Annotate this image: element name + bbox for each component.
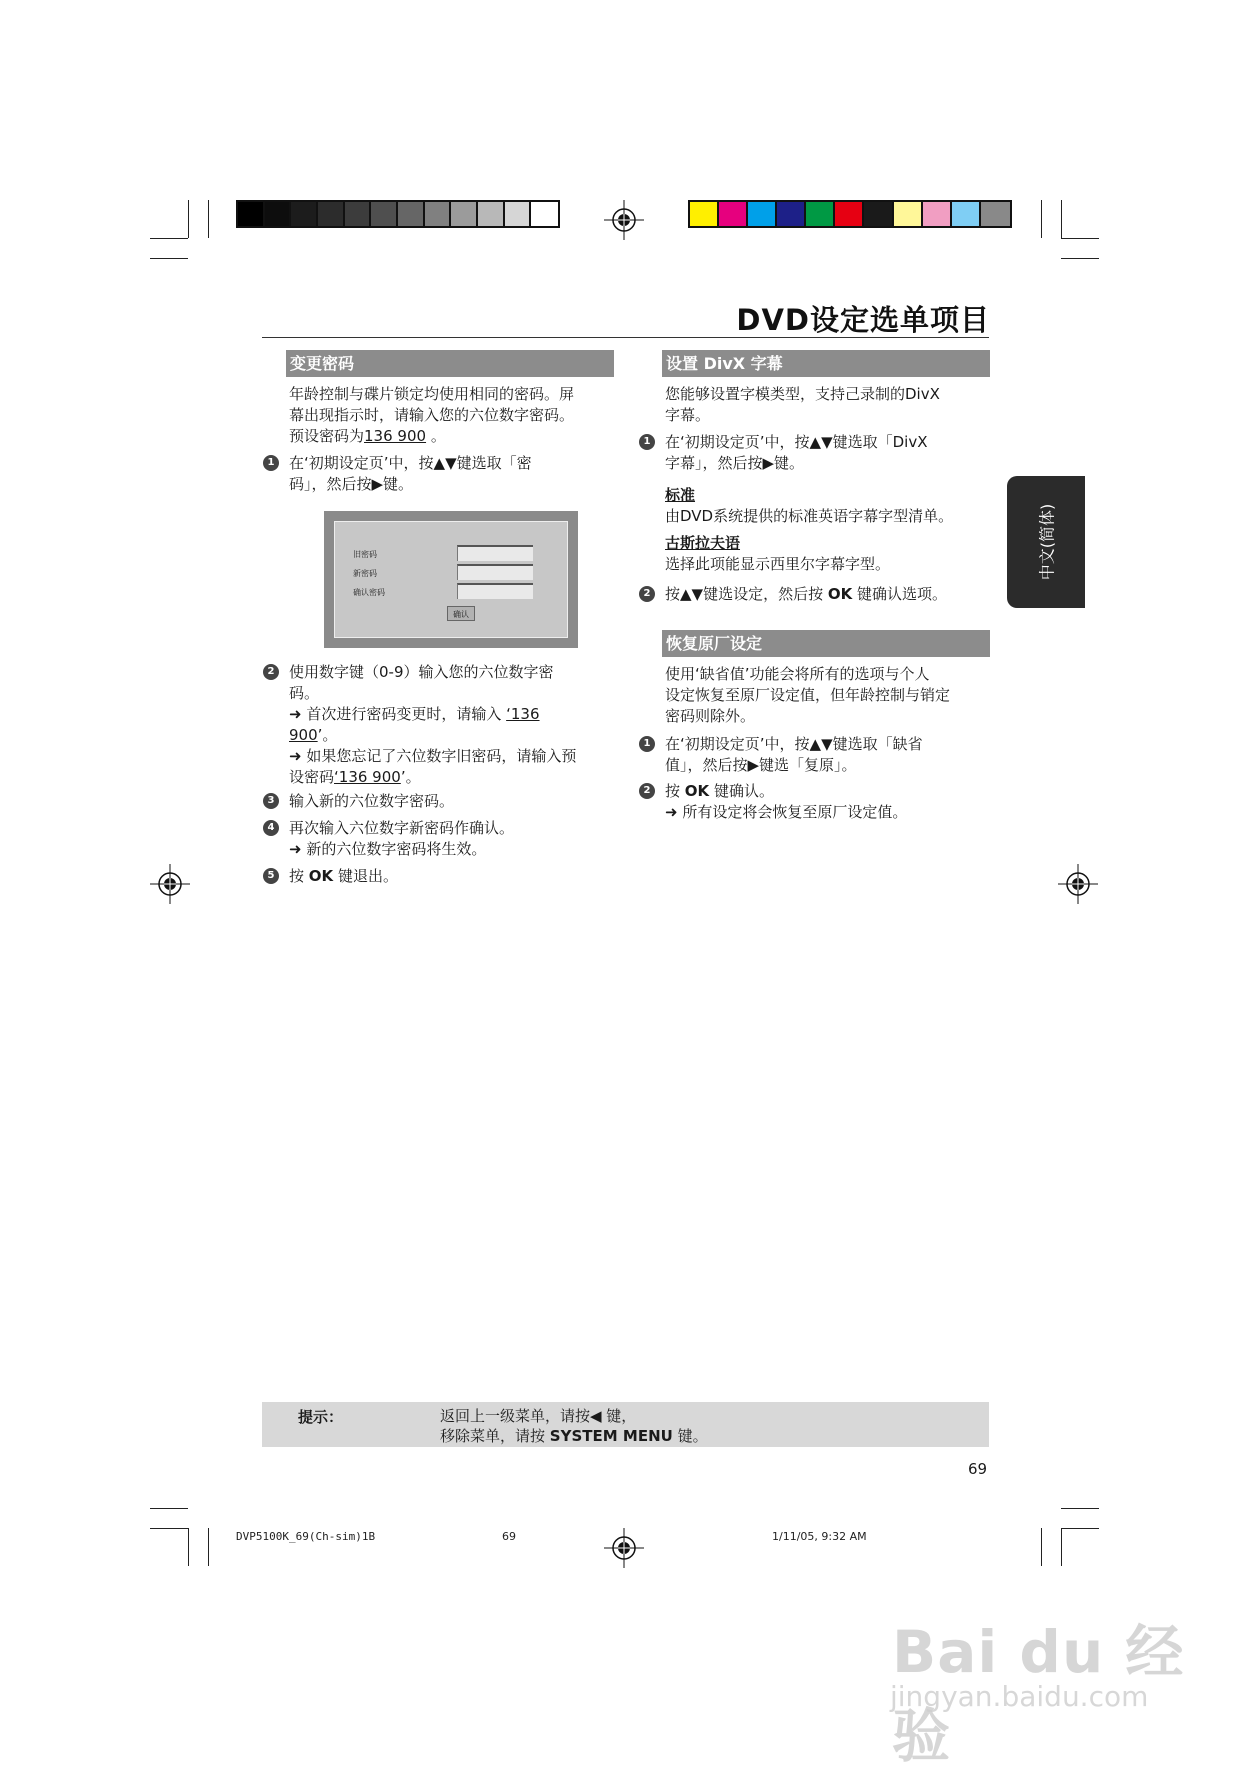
old-password-label: 旧密码 xyxy=(353,550,377,559)
step-number: 2 xyxy=(639,783,655,799)
text-line: 您能够设置字模类型，支持己录制的DivX xyxy=(665,385,940,403)
divx-intro xyxy=(665,384,940,426)
step-number: 1 xyxy=(639,736,655,752)
crop-mark xyxy=(1061,1528,1099,1529)
text-line: 码」，然后按▶键。 xyxy=(289,475,414,493)
password-screen-illustration xyxy=(324,511,578,648)
step-number: 4 xyxy=(263,820,279,836)
text-line: ➜ 所有设定将会恢复至原厂设定值。 xyxy=(665,803,908,821)
text-line xyxy=(665,781,907,802)
color-swatch xyxy=(748,202,777,226)
password-dialog xyxy=(334,521,568,638)
text-line: 幕出现指示时，请输入您的六位数字密码。 xyxy=(289,406,575,424)
text-span: 。 xyxy=(430,427,446,445)
divx-option-cyrillic xyxy=(665,533,890,575)
crop-mark xyxy=(188,200,189,238)
text-span: ’。 xyxy=(317,726,338,744)
color-swatch xyxy=(451,202,478,226)
page-number: 69 xyxy=(968,1460,988,1478)
color-swatch xyxy=(981,202,1010,226)
crop-mark xyxy=(150,238,188,239)
text-line: 字幕」，然后按▶键。 xyxy=(665,454,805,472)
crop-mark xyxy=(1041,200,1042,238)
change-password-step-2 xyxy=(289,662,576,788)
color-swatch xyxy=(923,202,952,226)
color-swatch xyxy=(894,202,923,226)
footer-date: 1/11/05, 9:32 AM xyxy=(772,1530,867,1543)
text-span: 预设密码为 xyxy=(289,427,365,445)
tip-label: 提示： xyxy=(298,1408,344,1426)
language-tab xyxy=(1007,476,1085,608)
color-swatch xyxy=(864,202,893,226)
color-swatch xyxy=(291,202,318,226)
crop-mark xyxy=(1061,1528,1062,1566)
text-line: 密码则除外。 xyxy=(665,707,756,725)
text-line xyxy=(289,725,576,746)
tip-box xyxy=(262,1402,989,1447)
password-value: ‘136 xyxy=(506,705,540,723)
color-swatch xyxy=(777,202,806,226)
section-heading-factory-reset: 恢复原厂设定 xyxy=(662,630,990,657)
text-line xyxy=(289,704,576,725)
grayscale-bar xyxy=(236,200,560,228)
section-heading-change-password: 变更密码 xyxy=(286,350,614,377)
change-password-step-1 xyxy=(289,453,532,495)
crop-mark xyxy=(208,1528,209,1566)
text-span: 键确认选项。 xyxy=(857,585,948,603)
reset-intro xyxy=(665,664,950,727)
step-number: 1 xyxy=(639,434,655,450)
reset-step-1 xyxy=(665,734,923,776)
text-line: ➜ 如果您忘记了六位数字旧密码，请输入预 xyxy=(289,747,577,765)
confirm-button: 确认 xyxy=(447,606,475,621)
password-value: ‘136 900 xyxy=(334,768,401,786)
text-line: 在‘初期设定页’中，按▲▼键选取「缺省 xyxy=(665,735,923,753)
text-line: 在‘初期设定页’中，按▲▼键选取「密 xyxy=(289,454,532,472)
divx-option-standard xyxy=(665,485,953,527)
step-number: 5 xyxy=(263,868,279,884)
text-line: 使用数字键（0-9）输入您的六位数字密 xyxy=(289,663,554,681)
crop-mark xyxy=(208,200,209,238)
option-description: 选择此项能显示西里尔字幕字型。 xyxy=(665,555,891,573)
registration-mark-icon xyxy=(1058,864,1098,904)
watermark-logo: Bai du 经验 xyxy=(892,1618,1185,1770)
text-span: ’。 xyxy=(400,768,421,786)
page-title: DVD设定选单项目 xyxy=(736,303,990,337)
footer-filename: DVP5100K_69(Ch-sim)1B xyxy=(236,1530,376,1543)
tip-line: 返回上一级菜单，请按◀ 键， xyxy=(440,1407,637,1425)
option-description: 由DVD系统提供的标准英语字幕字型清单。 xyxy=(665,507,954,525)
new-password-field xyxy=(457,564,533,580)
ok-key: OK xyxy=(308,867,334,885)
text-span: ➜ 首次进行密码变更时，请输入 xyxy=(289,705,502,723)
text-span: 按 xyxy=(289,867,305,885)
color-swatch xyxy=(505,202,532,226)
reset-step-2 xyxy=(665,781,907,823)
option-title: 古斯拉夫语 xyxy=(665,534,741,552)
change-password-step-5 xyxy=(289,866,398,887)
color-swatch xyxy=(690,202,719,226)
text-line xyxy=(289,426,574,447)
text-line: ➜ 新的六位数字密码将生效。 xyxy=(289,840,487,858)
crop-mark xyxy=(150,258,188,259)
tip-line xyxy=(440,1425,708,1446)
option-title: 标准 xyxy=(665,486,696,504)
crop-mark xyxy=(150,1528,188,1529)
divx-step-1 xyxy=(665,432,927,474)
old-password-field xyxy=(457,545,533,561)
text-line: 设定恢复至原厂设定值，但年龄控制与销定 xyxy=(665,686,951,704)
crop-mark xyxy=(150,1508,188,1509)
registration-mark-icon xyxy=(604,200,644,240)
language-tab-label: 中文(简体) xyxy=(1037,503,1057,581)
step-number: 2 xyxy=(263,664,279,680)
confirm-password-field xyxy=(457,583,533,599)
color-swatch xyxy=(425,202,452,226)
crop-mark xyxy=(1061,200,1062,238)
title-rule xyxy=(262,337,989,338)
step-number: 3 xyxy=(263,793,279,809)
change-password-step-3: 输入新的六位数字密码。 xyxy=(289,792,455,810)
text-line xyxy=(289,767,576,788)
color-swatch xyxy=(835,202,864,226)
color-swatch xyxy=(806,202,835,226)
color-swatch xyxy=(265,202,292,226)
text-span: 键。 xyxy=(677,1427,708,1445)
section-heading-divx-subtitle: 设置 DivX 字幕 xyxy=(662,350,990,377)
text-line: 使用‘缺省值’功能会将所有的选项与个人 xyxy=(665,665,930,683)
text-line: 年龄控制与碟片锁定均使用相同的密码。屏 xyxy=(289,385,575,403)
crop-mark xyxy=(188,1528,189,1566)
change-password-intro xyxy=(289,384,574,447)
divx-step-2 xyxy=(665,584,947,605)
color-swatch xyxy=(531,202,558,226)
system-menu-key: SYSTEM MENU xyxy=(549,1427,673,1445)
registration-mark-icon xyxy=(150,864,190,904)
text-span: 键退出。 xyxy=(337,867,398,885)
color-swatch xyxy=(719,202,748,226)
text-line: 再次输入六位数字新密码作确认。 xyxy=(289,819,515,837)
color-swatch xyxy=(345,202,372,226)
text-span: 按 xyxy=(665,782,681,800)
color-bar xyxy=(688,200,1012,228)
watermark-url: jingyan.baidu.com xyxy=(890,1680,1149,1713)
crop-mark xyxy=(1061,1508,1099,1509)
crop-mark xyxy=(1061,258,1099,259)
change-password-step-4 xyxy=(289,818,514,860)
text-line: 在‘初期设定页’中，按▲▼键选取「DivX xyxy=(665,433,928,451)
ok-key: OK xyxy=(684,782,710,800)
default-password: 136 900 xyxy=(364,427,427,445)
new-password-label: 新密码 xyxy=(353,569,377,578)
text-span: 设密码 xyxy=(289,768,335,786)
step-number: 2 xyxy=(639,586,655,602)
text-line: 字幕。 xyxy=(665,406,711,424)
password-value: 900 xyxy=(289,726,318,744)
text-line: 码。 xyxy=(289,684,320,702)
color-swatch xyxy=(398,202,425,226)
footer-page: 69 xyxy=(502,1530,516,1543)
color-swatch xyxy=(952,202,981,226)
color-swatch xyxy=(318,202,345,226)
text-span: 键确认。 xyxy=(713,782,774,800)
step-number: 1 xyxy=(263,455,279,471)
ok-key: OK xyxy=(827,585,853,603)
confirm-password-label: 确认密码 xyxy=(353,588,385,597)
color-swatch xyxy=(238,202,265,226)
crop-mark xyxy=(1041,1528,1042,1566)
registration-mark-icon xyxy=(604,1528,644,1568)
text-span: 按▲▼键选设定，然后按 xyxy=(665,585,824,603)
text-line: 值」，然后按▶键选「复原」。 xyxy=(665,756,857,774)
text-span: 移除菜单，请按 xyxy=(440,1427,546,1445)
color-swatch xyxy=(371,202,398,226)
color-swatch xyxy=(478,202,505,226)
crop-mark xyxy=(1061,238,1099,239)
